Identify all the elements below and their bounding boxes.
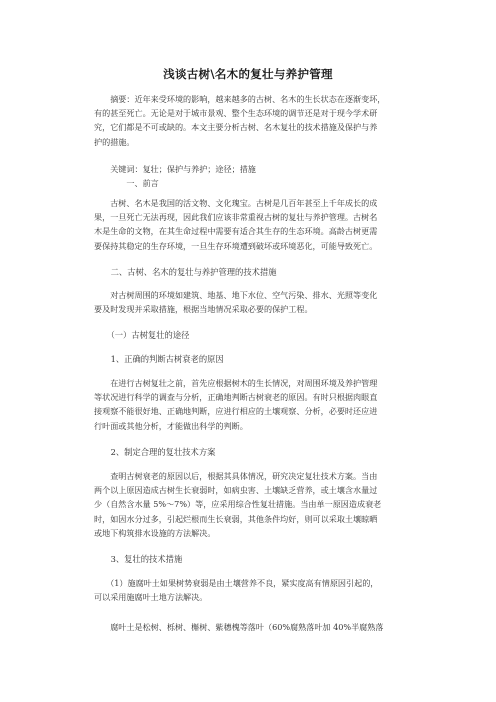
plan-line: 或地下构筑排水设施的方法解决。 bbox=[94, 527, 216, 538]
techniques-line: 对古树周围的环境如建筑、地基、地下水位、空气污染、排水、光照等变化 bbox=[94, 290, 378, 300]
intro-paragraph bbox=[94, 196, 422, 253]
abstract-line: 究，它们都是不可或缺的。本文主要分析古树、名木复壮的技术措施及保护与养 bbox=[94, 122, 378, 133]
abstract-line: 有的甚至死亡。无论是对于城市景观、整个生态环境的调节还是对于现今学术研 bbox=[94, 108, 378, 119]
abstract-line: 摘要：近年来受环境的影响，越来越多的古树、名木的生长状态在逐渐变坏， bbox=[94, 94, 386, 104]
plan-line: 两个以上原因造成古树生长衰弱时，如病虫害、土壤缺乏营养，或土壤含水量过 bbox=[94, 485, 378, 496]
measures-paragraph bbox=[94, 576, 422, 604]
document-title: 浅谈古树\名木的复壮与养护管理 bbox=[163, 67, 333, 81]
diagnosis-line: 在进行古树复壮之前，首先应根据树木的生长情况，对周围环境及养护管理 bbox=[94, 378, 378, 388]
item-heading-plan: 2、制定合理的复壮技术方案 bbox=[94, 447, 216, 457]
diagnosis-line: 接观察不能很好地、正确地判断，应进行相应的土壤观察、分析，必要时还应进 bbox=[94, 406, 378, 417]
intro-line: 果，一旦死亡无法再现，因此我们应该非常重视古树的复壮与养护管理。古树名 bbox=[94, 212, 378, 223]
leaf-soil-paragraph bbox=[94, 620, 422, 634]
techniques-paragraph bbox=[94, 288, 422, 316]
abstract-paragraph bbox=[94, 92, 422, 149]
intro-line: 要保持其稳定的生存环境，一旦生存环境遭到破坏或环境恶化，可能导致死亡。 bbox=[94, 240, 378, 251]
diagnosis-line: 等状况进行科学的调查与分析，正确地判断古树衰老的原因。有时只根据肉眼直 bbox=[94, 392, 378, 403]
abstract-line: 护的措施。 bbox=[94, 136, 135, 147]
section-heading-techniques: 二、古树、名木的复壮与养护管理的技术措施 bbox=[94, 267, 277, 277]
intro-line: 木是生命的文物，在其生命过程中需要有适合其生存的生态环境。高龄古树更需 bbox=[94, 226, 378, 237]
techniques-line: 要及时发现并采取措施，根据当地情况采取必要的保护工程。 bbox=[94, 304, 313, 315]
plan-line: 少（自然含水量 5%～7%）等，应采用综合性复壮措施。当由单一原因造成衰老 bbox=[94, 499, 382, 510]
diagnosis-paragraph bbox=[94, 376, 422, 433]
leaf-soil-line: 腐叶土是松树、栎树、槲树、紫穗槐等落叶（60%腐熟落叶加 40%半腐熟落 bbox=[94, 622, 384, 632]
measures-line: （1）施腐叶土如果树势衰弱是由土壤营养不良，紧实度高有情原因引起的， bbox=[94, 578, 379, 588]
subsection-heading-rejuvenation: （一）古树复壮的途径 bbox=[94, 330, 190, 340]
item-heading-diagnosis: 1、正确的判断古树衰老的原因 bbox=[94, 354, 224, 364]
keywords-paragraph bbox=[94, 162, 422, 190]
plan-paragraph bbox=[94, 469, 422, 540]
plan-line: 时，如因水分过多，引起烂根而生长衰弱，其他条件均好，则可以采取土壤晾晒 bbox=[94, 513, 378, 524]
measures-line: 可以采用施腐叶土地方法解决。 bbox=[94, 592, 208, 603]
item-heading-measures: 3、复壮的技术措施 bbox=[94, 554, 183, 564]
intro-line: 古树、名木是我国的活文物、文化瑰宝。古树是几百年甚至上千年成长的成 bbox=[94, 198, 378, 208]
diagnosis-line: 行叶面或其他分析，才能做出科学的判断。 bbox=[94, 420, 248, 431]
plan-line: 查明古树衰老的原因以后，根据其具体情况，研究决定复壮技术方案。当由 bbox=[94, 471, 378, 481]
keywords-line: 关键词：复壮；保护与养护；途径；措施 bbox=[94, 164, 256, 174]
section-heading-preface: 一、前言 bbox=[94, 178, 159, 189]
